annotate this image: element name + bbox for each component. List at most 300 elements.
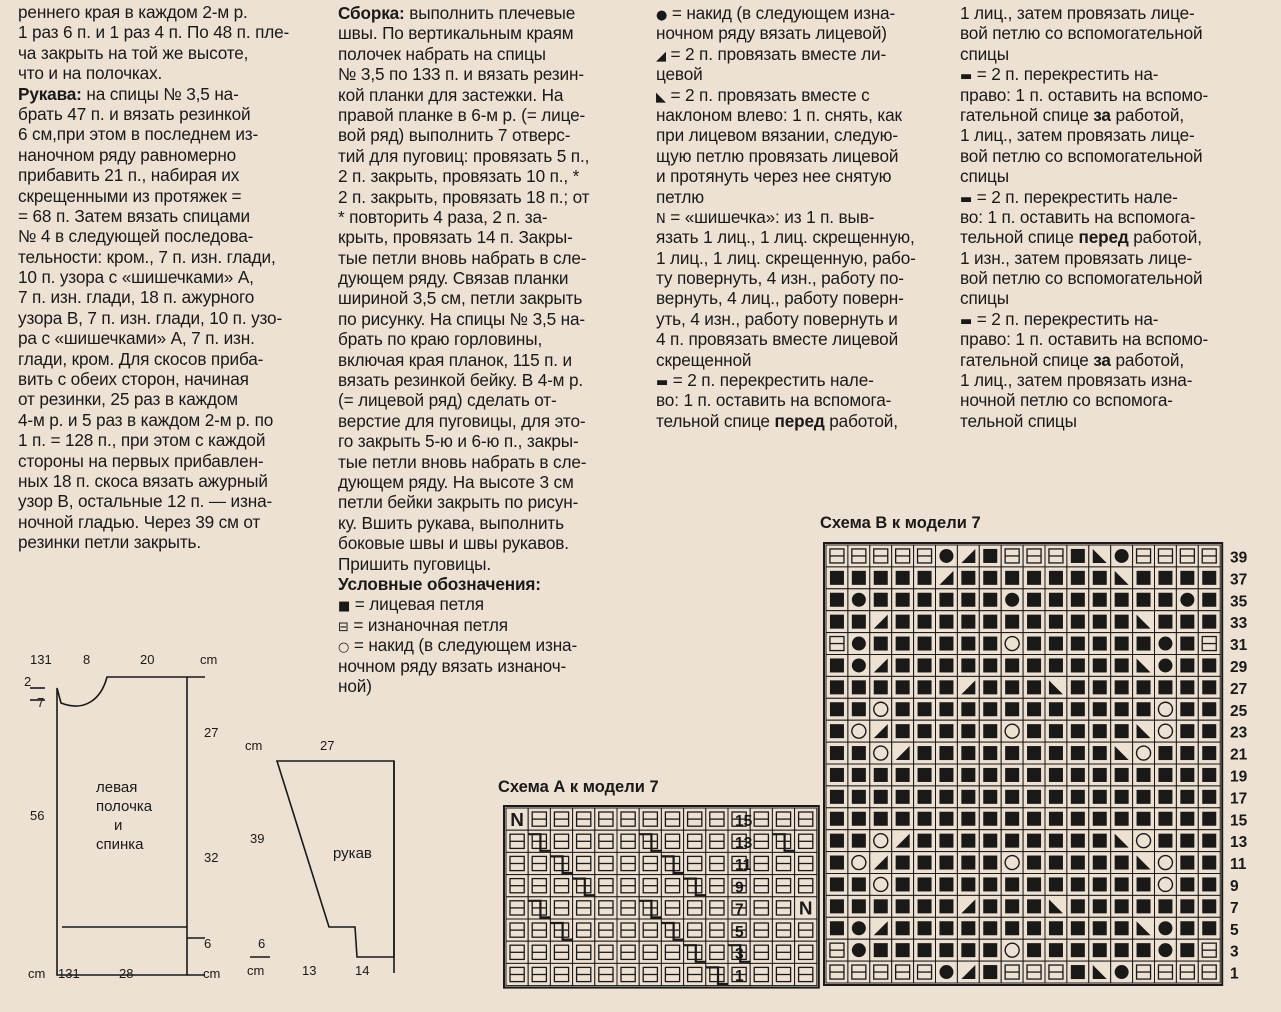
knit-stitch-mark	[1049, 790, 1063, 804]
knit-stitch-mark	[896, 724, 910, 738]
knit-stitch-mark	[1158, 746, 1172, 760]
text-line: включая края планок, 115 п. и	[338, 349, 572, 370]
chart-row-number: 3	[1230, 943, 1239, 961]
sleeve-left-label: 39	[250, 831, 265, 846]
yarn-over-knit-mark	[852, 658, 866, 672]
text-line: тельной спицы	[960, 410, 1077, 431]
text-line: = 68 п. Затем вязать спицами	[18, 205, 250, 226]
knit-stitch-mark	[830, 680, 844, 694]
yarn-over-knit-mark	[1180, 593, 1194, 607]
yarn-over-knit-mark	[852, 943, 866, 957]
chart-row-number: 21	[1230, 746, 1248, 764]
yarn-over-knit-mark	[1115, 965, 1129, 979]
knit-stitch-mark	[830, 899, 844, 913]
knit-stitch-mark	[1202, 921, 1216, 935]
body-right-label: 32	[204, 850, 219, 865]
knit-stitch-mark	[830, 790, 844, 804]
knit-stitch-mark	[1158, 812, 1172, 826]
text-line: дующем ряду. На высоте 3 см	[338, 471, 574, 492]
yarn-over-knit-mark	[1158, 658, 1172, 672]
knit-stitch-mark	[1093, 571, 1107, 585]
text-line: Условные обозначения:	[338, 573, 541, 594]
knit-stitch-mark	[1027, 680, 1041, 694]
body-piece-label: левая	[96, 779, 138, 796]
knit-stitch-mark	[939, 658, 953, 672]
knit-stitch-mark	[1137, 571, 1151, 585]
knit-stitch-mark	[918, 658, 932, 672]
text-line: 7 п. изн. глади, 18 п. ажурного	[18, 287, 255, 308]
knit-stitch-mark	[852, 702, 866, 716]
knit-stitch-mark	[918, 856, 932, 870]
sleeve-top-label: 27	[320, 738, 335, 753]
body-left-label: 2	[24, 674, 32, 689]
text-line: ночной петлю со вспомога-	[960, 390, 1173, 411]
knit-stitch-mark	[961, 790, 975, 804]
knit-stitch-mark	[1180, 746, 1194, 760]
knit-stitch-mark	[1071, 768, 1085, 782]
knit-stitch-mark	[852, 746, 866, 760]
chart-cell	[1133, 611, 1155, 633]
text-line: ▬ = 2 п. перекрестить на-	[960, 308, 1159, 329]
text-line: резинки петли закрыть.	[18, 532, 201, 553]
text-line: что и на полочках.	[18, 63, 163, 84]
knit-stitch-mark	[852, 899, 866, 913]
chart-row-number: 1	[1230, 965, 1239, 983]
knit-stitch-mark	[1071, 965, 1085, 979]
text-line: 4-м р. и 5 раз в каждом 2-м р. по	[18, 409, 274, 430]
knit-stitch-mark	[874, 680, 888, 694]
knit-stitch-mark	[1093, 724, 1107, 738]
knit-stitch-mark	[961, 637, 975, 651]
knit-stitch-mark	[1137, 680, 1151, 694]
knit-stitch-mark	[1093, 768, 1107, 782]
knit-stitch-mark	[918, 768, 932, 782]
knit-stitch-mark	[1158, 790, 1172, 804]
knit-stitch-mark	[1049, 856, 1063, 870]
knit-stitch-mark	[1005, 768, 1019, 782]
knit-stitch-mark	[1049, 593, 1063, 607]
chart-row-number: 9	[735, 879, 744, 897]
knit-stitch-mark	[874, 768, 888, 782]
knit-stitch-mark	[830, 658, 844, 672]
text-line: право: 1 п. оставить на вспомо-	[960, 84, 1209, 105]
knit-stitch-mark	[896, 877, 910, 891]
text-line: 1 п. = 128 п., при этом с каждой	[18, 430, 266, 451]
body-top-label: 131	[30, 652, 52, 667]
knit-stitch-mark	[1049, 768, 1063, 782]
yarn-over-knit-mark	[852, 637, 866, 651]
knit-stitch-mark	[1115, 615, 1129, 629]
knit-stitch-mark	[1071, 856, 1085, 870]
knit-stitch-mark	[852, 615, 866, 629]
text-line: тые петли вновь набрать в сле-	[338, 247, 587, 268]
knit-stitch-mark	[1202, 834, 1216, 848]
knit-stitch-mark	[1093, 746, 1107, 760]
chart-row-number: 11	[1230, 856, 1247, 874]
body-bottom-label: cm	[28, 966, 46, 981]
knit-stitch-mark	[1027, 877, 1041, 891]
knit-stitch-mark	[896, 615, 910, 629]
text-line: узор В, остальные 12 п. — изна-	[18, 491, 273, 512]
knit-stitch-mark	[896, 768, 910, 782]
text-line: 1 лиц., затем провязать лице-	[960, 125, 1195, 146]
text-line: право: 1 п. оставить на вспомо-	[960, 329, 1209, 350]
body-right-label: 27	[204, 725, 219, 740]
text-line: стороны на первых прибавлен-	[18, 450, 264, 471]
knit-stitch-mark	[1180, 856, 1194, 870]
knit-stitch-mark	[1005, 746, 1019, 760]
yarn-over-knit-mark	[1158, 637, 1172, 651]
knit-stitch-mark	[830, 834, 844, 848]
knit-stitch-mark	[918, 680, 932, 694]
knit-stitch-mark	[830, 615, 844, 629]
chart-row-number: 19	[1230, 768, 1248, 786]
knit-stitch-mark	[1071, 615, 1085, 629]
text-line: ● = накид (в следующем изна-	[656, 3, 896, 23]
knit-stitch-mark	[918, 899, 932, 913]
knit-stitch-mark	[1049, 943, 1063, 957]
knit-stitch-mark	[918, 637, 932, 651]
sleeve-top-label: cm	[245, 738, 263, 753]
text-line: 2 п. закрыть, провязать 18 п.; от	[338, 186, 590, 207]
chart-row-number: 1	[735, 968, 744, 986]
knit-stitch-mark	[1180, 702, 1194, 716]
knit-stitch-mark	[918, 877, 932, 891]
knit-stitch-mark	[939, 746, 953, 760]
text-line: ной)	[338, 675, 372, 696]
knit-stitch-mark	[1071, 571, 1085, 585]
knit-stitch-mark	[961, 768, 975, 782]
body-top-label: 20	[140, 652, 155, 667]
sleeve-bottom-label: cm	[247, 963, 265, 978]
knit-stitch-mark	[961, 812, 975, 826]
knit-stitch-mark	[939, 834, 953, 848]
knit-stitch-mark	[1071, 834, 1085, 848]
text-line: во: 1 п. оставить на вспомога-	[960, 206, 1196, 227]
knit-stitch-mark	[1027, 921, 1041, 935]
text-line: реннего края в каждом 2-м р.	[18, 2, 248, 22]
knit-stitch-mark	[983, 856, 997, 870]
knit-stitch-mark	[1158, 899, 1172, 913]
sleeve-bottom-label: 14	[355, 963, 370, 978]
knit-stitch-mark	[874, 790, 888, 804]
bobble-mark: N	[798, 897, 813, 919]
knit-stitch-mark	[1180, 877, 1194, 891]
knit-stitch-mark	[1115, 637, 1129, 651]
text-line: ночном ряду вязать лицевой)	[656, 23, 887, 44]
knit-stitch-mark	[939, 593, 953, 607]
knit-stitch-mark	[961, 615, 975, 629]
knit-stitch-mark	[939, 680, 953, 694]
knit-stitch-mark	[1115, 768, 1129, 782]
knit-stitch-mark	[1071, 746, 1085, 760]
knit-stitch-mark	[830, 856, 844, 870]
body-piece-label: и	[114, 817, 123, 834]
text-line: боковые швы и швы рукавов.	[338, 533, 569, 554]
knit-stitch-mark	[1202, 724, 1216, 738]
knit-stitch-mark	[1115, 943, 1129, 957]
knit-stitch-mark	[961, 943, 975, 957]
chart-cell	[1133, 720, 1155, 742]
knit-stitch-mark	[1202, 856, 1216, 870]
knit-stitch-mark	[1027, 658, 1041, 672]
knit-stitch-mark	[961, 834, 975, 848]
knit-stitch-mark	[939, 921, 953, 935]
chart-row-number: 27	[1230, 680, 1248, 698]
knit-stitch-mark	[830, 571, 844, 585]
chart-row-number: 15	[735, 812, 753, 830]
yarn-over-knit-mark	[1158, 921, 1172, 935]
text-line: узора В, 7 п. изн. глади, 10 п. узо-	[18, 307, 283, 328]
body-top-label: cm	[200, 652, 218, 667]
text-line: вязать резинкой бейку. В 4-м р.	[338, 370, 584, 391]
body-bottom-label: 28	[119, 966, 134, 981]
chart-row-number: 15	[1230, 812, 1248, 830]
knit-stitch-mark	[1115, 680, 1129, 694]
knit-stitch-mark	[1049, 637, 1063, 651]
knit-stitch-mark	[918, 943, 932, 957]
text-line: ку. Вшить рукава, выполнить	[338, 512, 564, 533]
knit-stitch-mark	[961, 746, 975, 760]
knit-stitch-mark	[852, 768, 866, 782]
knit-stitch-mark	[939, 943, 953, 957]
text-line: при лицевом вязании, следую-	[656, 125, 898, 146]
knit-stitch-mark	[939, 724, 953, 738]
text-line: № 3,5 по 133 п. и вязать резин-	[338, 64, 584, 85]
knit-stitch-mark	[896, 680, 910, 694]
text-line: кой планки для застежки. На	[338, 84, 564, 105]
knit-stitch-mark	[852, 680, 866, 694]
chart-row-number: 5	[1230, 921, 1239, 939]
yarn-over-knit-mark	[1158, 943, 1172, 957]
knit-stitch-mark	[1202, 812, 1216, 826]
text-line: прибавить 21 п., набирая их	[18, 165, 240, 186]
knit-stitch-mark	[983, 637, 997, 651]
knit-stitch-mark	[1027, 615, 1041, 629]
knit-stitch-mark	[1137, 637, 1151, 651]
knit-stitch-mark	[1180, 943, 1194, 957]
knit-stitch-mark	[983, 965, 997, 979]
knit-stitch-mark	[918, 790, 932, 804]
knit-stitch-mark	[1027, 768, 1041, 782]
knit-stitch-mark	[1027, 943, 1041, 957]
knit-stitch-mark	[1071, 724, 1085, 738]
knit-stitch-mark	[983, 943, 997, 957]
text-line: брать по краю горловины,	[338, 329, 543, 350]
knit-stitch-mark	[1093, 877, 1107, 891]
knit-stitch-mark	[1115, 790, 1129, 804]
knit-stitch-mark	[918, 702, 932, 716]
text-line: тые петли вновь набрать в сле-	[338, 451, 587, 472]
knit-stitch-mark	[852, 877, 866, 891]
knit-stitch-mark	[1093, 812, 1107, 826]
text-line: спицы	[960, 166, 1009, 187]
knit-stitch-mark	[1071, 702, 1085, 716]
knit-stitch-mark	[983, 834, 997, 848]
knit-stitch-mark	[1005, 790, 1019, 804]
text-line: 6 см,при этом в последнем из-	[18, 124, 259, 145]
knit-stitch-mark	[983, 724, 997, 738]
sleeve-diagram	[250, 761, 394, 973]
knit-stitch-mark	[918, 921, 932, 935]
knit-stitch-mark	[1005, 812, 1019, 826]
text-line: вить с обеих сторон, начиная	[18, 369, 249, 390]
body-left-label: 7	[37, 695, 45, 710]
knit-stitch-mark	[874, 637, 888, 651]
knit-stitch-mark	[1093, 658, 1107, 672]
knit-stitch-mark	[896, 571, 910, 585]
yarn-over-knit-mark	[1005, 593, 1019, 607]
knit-stitch-mark	[896, 899, 910, 913]
text-line: гательной спице за работой,	[960, 104, 1185, 125]
knit-stitch-mark	[1202, 702, 1216, 716]
text-line: ту повернуть, 4 изн., работу по-	[656, 268, 904, 289]
knit-stitch-mark	[1071, 899, 1085, 913]
knit-stitch-mark	[1049, 746, 1063, 760]
text-line: наклоном влево: 1 п. снять, как	[656, 104, 902, 125]
knit-stitch-mark	[1137, 877, 1151, 891]
text-line: скрещенной	[656, 349, 752, 370]
knit-stitch-mark	[983, 921, 997, 935]
knit-stitch-mark	[939, 899, 953, 913]
knit-stitch-mark	[1093, 615, 1107, 629]
chart-cell	[1133, 852, 1155, 874]
knit-stitch-mark	[983, 877, 997, 891]
knit-stitch-mark	[1027, 724, 1041, 738]
knit-stitch-mark	[1115, 921, 1129, 935]
text-line: петли бейки закрыть по рисун-	[338, 492, 579, 513]
text-line: и протянуть через нее снятую	[656, 166, 892, 187]
chart-row-number: 7	[735, 901, 744, 919]
chart-row-number: 23	[1230, 724, 1248, 742]
knit-stitch-mark	[874, 812, 888, 826]
knit-stitch-mark	[1137, 790, 1151, 804]
knit-stitch-mark	[1093, 943, 1107, 957]
yarn-over-knit-mark	[852, 593, 866, 607]
knit-stitch-mark	[939, 702, 953, 716]
knit-stitch-mark	[983, 549, 997, 563]
knit-stitch-mark	[961, 702, 975, 716]
knit-stitch-mark	[983, 702, 997, 716]
text-line: 1 лиц., 1 лиц. скрещенную, рабо-	[656, 247, 916, 268]
knit-stitch-mark	[983, 615, 997, 629]
knit-stitch-mark	[1180, 724, 1194, 738]
chart-row-number: 9	[1230, 878, 1239, 896]
knit-stitch-mark	[1005, 680, 1019, 694]
knit-stitch-mark	[961, 571, 975, 585]
knit-stitch-mark	[939, 637, 953, 651]
knit-stitch-mark	[1202, 746, 1216, 760]
yarn-over-knit-mark	[939, 965, 953, 979]
knit-stitch-mark	[1093, 702, 1107, 716]
knit-stitch-mark	[983, 768, 997, 782]
knit-stitch-mark	[939, 856, 953, 870]
knit-stitch-mark	[1202, 877, 1216, 891]
text-line: Пришить пуговицы.	[338, 553, 492, 574]
knit-stitch-mark	[939, 615, 953, 629]
knit-stitch-mark	[1137, 702, 1151, 716]
chart-b-grid	[824, 543, 1248, 985]
knit-stitch-mark	[1049, 834, 1063, 848]
knit-stitch-mark	[1027, 834, 1041, 848]
knit-stitch-mark	[1027, 571, 1041, 585]
text-line: 4 п. провязать вместе лицевой	[656, 329, 899, 350]
knit-stitch-mark	[1158, 834, 1172, 848]
knit-stitch-mark	[896, 658, 910, 672]
knit-stitch-mark	[896, 637, 910, 651]
knit-stitch-mark	[1049, 658, 1063, 672]
knit-stitch-mark	[1137, 899, 1151, 913]
knit-stitch-mark	[983, 790, 997, 804]
knit-stitch-mark	[1071, 921, 1085, 935]
knit-stitch-mark	[1049, 615, 1063, 629]
chart-row-number: 7	[1230, 899, 1239, 917]
chart-row-number: 13	[1230, 834, 1248, 852]
knit-stitch-mark	[852, 834, 866, 848]
knit-stitch-mark	[852, 790, 866, 804]
body-top-label: 8	[83, 652, 91, 667]
knit-stitch-mark	[939, 790, 953, 804]
knit-stitch-mark	[1115, 593, 1129, 607]
text-line: верстие для пуговицы, для это-	[338, 410, 586, 431]
text-line: го закрыть 5-ю и 6-ю п., закры-	[338, 431, 579, 452]
knit-stitch-mark	[1180, 571, 1194, 585]
knit-stitch-mark	[1180, 615, 1194, 629]
chart-row-number: 33	[1230, 615, 1248, 633]
text-line: вернуть, 4 лиц., работу поверн-	[656, 288, 904, 309]
chart-b-title: Схема В к модели 7	[820, 514, 981, 532]
text-line: (= лицевой ряд) сделать от-	[338, 390, 557, 411]
knit-stitch-mark	[874, 593, 888, 607]
knit-stitch-mark	[1180, 680, 1194, 694]
yarn-over-knit-mark	[939, 549, 953, 563]
knit-stitch-mark	[1158, 615, 1172, 629]
knit-stitch-mark	[918, 615, 932, 629]
knit-stitch-mark	[1180, 768, 1194, 782]
text-line: ◣ = 2 п. провязать вместе с	[656, 84, 870, 105]
knit-stitch-mark	[896, 702, 910, 716]
knit-stitch-mark	[918, 834, 932, 848]
text-line: спицы	[960, 43, 1009, 64]
knit-stitch-mark	[1027, 702, 1041, 716]
knit-stitch-mark	[1202, 571, 1216, 585]
text-line: ночной гладью. Через 39 см от	[18, 511, 261, 532]
knit-stitch-mark	[1158, 768, 1172, 782]
knit-stitch-mark	[1005, 615, 1019, 629]
text-line: по рисунку. На спицы № 3,5 на-	[338, 308, 585, 329]
knit-stitch-mark	[1180, 790, 1194, 804]
knit-stitch-mark	[1027, 746, 1041, 760]
knit-stitch-mark	[1049, 571, 1063, 585]
knit-stitch-mark	[1137, 812, 1151, 826]
knit-stitch-mark	[983, 680, 997, 694]
knit-stitch-mark	[961, 658, 975, 672]
text-line: от резинки, 25 раз в каждом	[18, 389, 238, 410]
knit-stitch-mark	[874, 943, 888, 957]
knit-stitch-mark	[1180, 834, 1194, 848]
knit-stitch-mark	[1180, 921, 1194, 935]
chart-row-number: 13	[735, 834, 753, 852]
knit-stitch-mark	[830, 812, 844, 826]
text-line: 10 п. узора с «шишечками» А,	[18, 267, 254, 288]
knit-stitch-mark	[1005, 899, 1019, 913]
text-line: вой петлю со вспомогательной	[960, 268, 1203, 289]
knit-stitch-mark	[896, 790, 910, 804]
knit-stitch-mark	[1202, 899, 1216, 913]
body-piece-label: спинка	[96, 836, 144, 853]
knit-stitch-mark	[983, 812, 997, 826]
knit-stitch-mark	[896, 856, 910, 870]
